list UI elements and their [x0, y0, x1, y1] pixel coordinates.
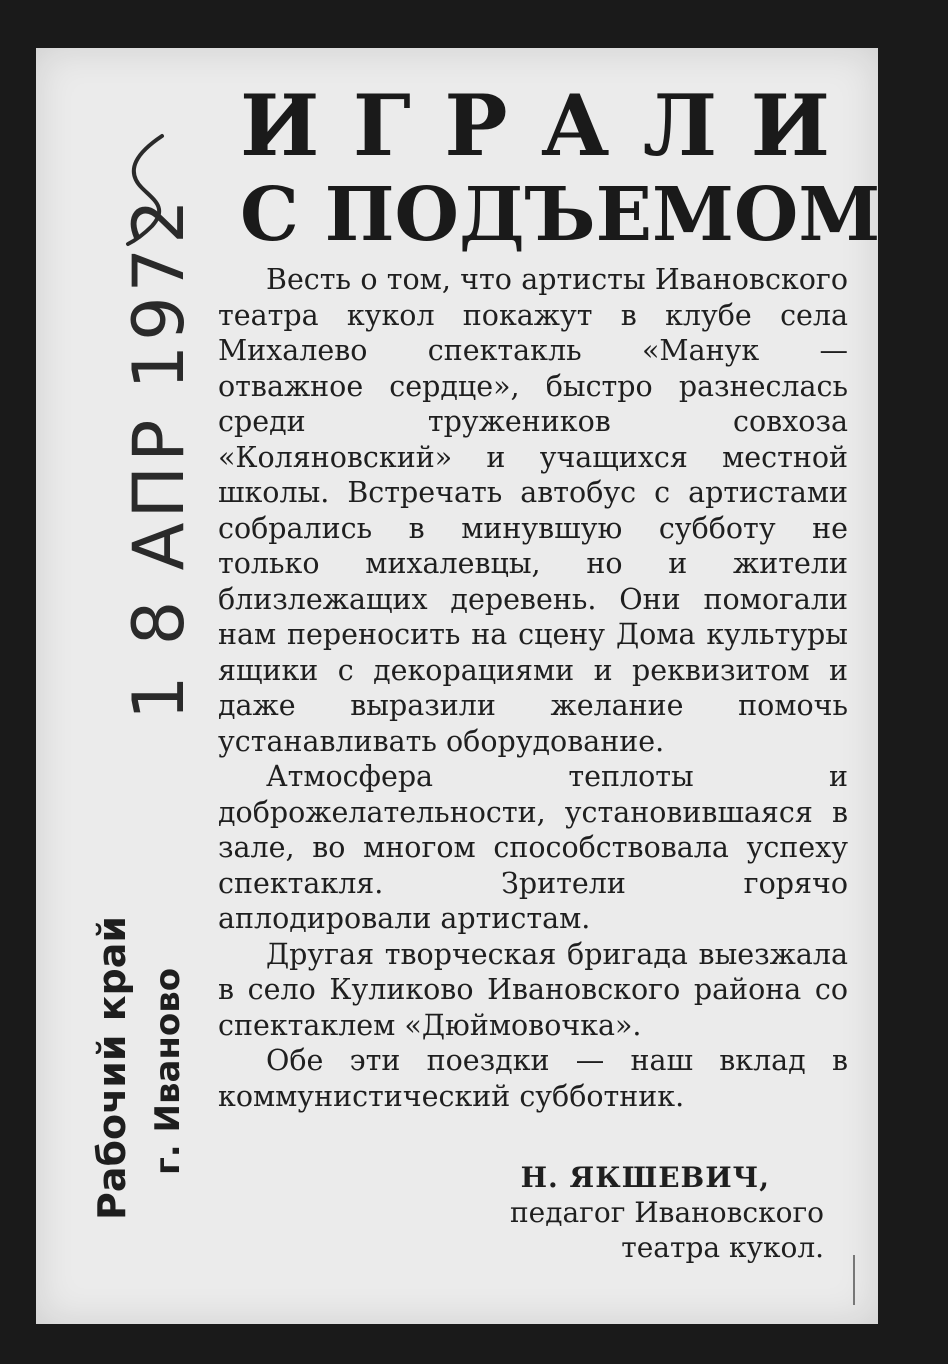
headline-letter: Г	[352, 76, 421, 175]
headline-letter: Р	[444, 76, 518, 175]
headline-line-2: С ПОДЪЕМОМ	[240, 172, 881, 258]
headline-letter: И	[750, 76, 840, 175]
author-organization: театра кукол.	[621, 1231, 824, 1264]
article-paragraph: Весть о том, что артисты Ивановского театра кукол покажут в клубе села Михалево спектакль «Манук — отважное сердце», быстро разнеслась среди тружеников совхоза «Коляновский» и учащихся местной школы. Встречать автобус с артистами собрались в минувшую субботу не только михалевцы, но и жители близлежащих деревень. Они помогали нам переносить на сцену Дома культуры ящики с декорациями и реквизитом и даже выразили желание помочь устанавливать оборудование.	[218, 263, 848, 758]
author-role: педагог Ивановского	[510, 1196, 824, 1229]
headline-line-1	[240, 78, 840, 174]
newspaper-city: г. Иваново	[148, 967, 188, 1175]
column-rule	[853, 1255, 865, 1305]
author-name: Н. ЯКШЕВИЧ,	[520, 1161, 770, 1194]
article-paragraph: Атмосфера теплоты и доброжелательности, установившаяся в зале, во многом способствовала успеху спектакля. Зрители горячо аплодировали артистам.	[218, 760, 848, 935]
headline-letter: А	[540, 76, 620, 175]
date-stamp: 1 8 АПР 1972	[118, 195, 200, 720]
signature-block	[218, 1160, 824, 1266]
headline-letter: Л	[642, 76, 728, 175]
article-paragraph: Другая творческая бригада выезжала в село Куликово Ивановского района со спектаклем «Дюймовочка».	[218, 937, 848, 1042]
article-paragraph: Обе эти поездки — наш вклад в коммунистический субботник.	[218, 1044, 848, 1113]
newspaper-name: Рабочий край	[90, 916, 134, 1220]
article-body	[218, 262, 848, 1114]
headline-letter: И	[240, 76, 330, 175]
